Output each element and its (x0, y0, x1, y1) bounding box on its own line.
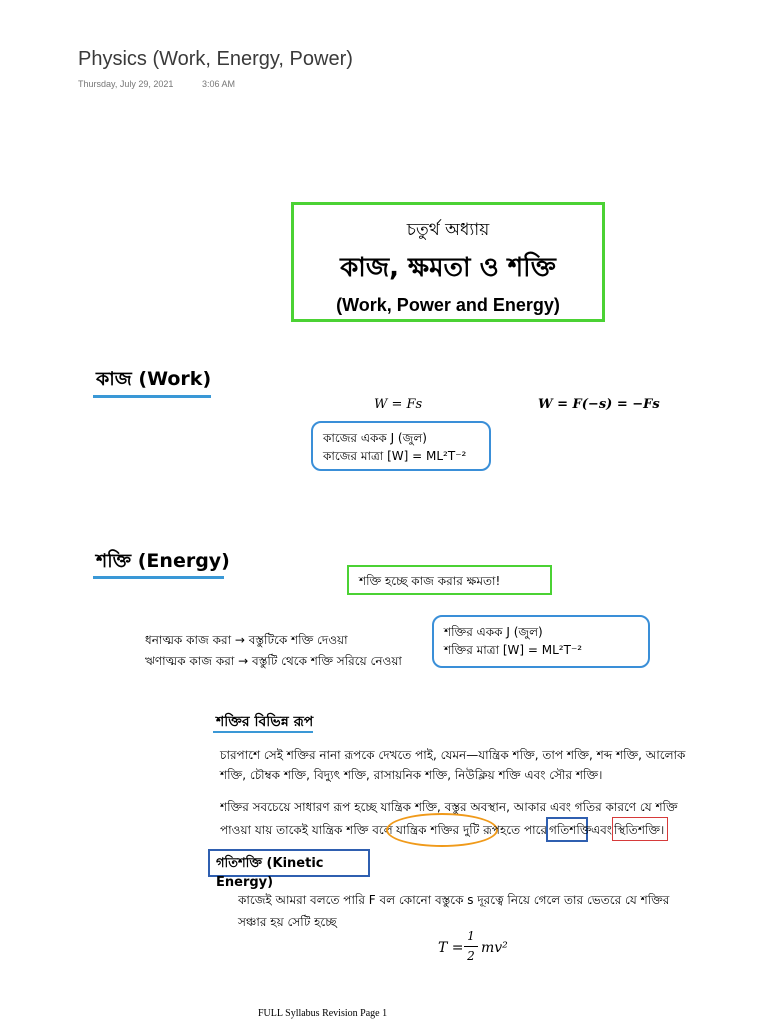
energy-definition-box (347, 565, 552, 595)
forms-heading: শক্তির বিভিন্ন রূপ (216, 714, 314, 730)
ke-formula-lhs: T = (438, 940, 464, 956)
work-formula-1: W = Fs (374, 397, 423, 412)
forms-paragraph-2-line-1: শক্তির সবচেয়ে সাধারণ রূপ হচ্ছে যান্ত্রিক শক্তি, বস্তুর অবস্থান, আকার এবং গতির কারণে যে শক্তি (220, 800, 678, 814)
kinetic-energy-heading-box (208, 849, 370, 890)
page-footer: FULL Syllabus Revision Page 1 (258, 1008, 388, 1019)
and-word: এবং (591, 823, 612, 837)
page-title: Physics (Work, Energy, Power) (78, 48, 353, 70)
forms-paragraph-2-line-2-a: পাওয়া যায় তাকেই যান্ত্রিক শক্তি বলে (220, 823, 393, 837)
work-unit-box (311, 421, 491, 471)
energy-dim-line: শক্তির মাত্রা [W] = ML²T⁻² (444, 643, 583, 657)
kinetic-word: গতিশক্তি (549, 823, 592, 837)
chapter-title-bn: কাজ, ক্ষমতা ও শক্তি (340, 253, 556, 283)
ke-formula-denominator: 2 (467, 949, 475, 963)
energy-heading: শক্তি (Energy) (96, 550, 230, 572)
ke-formula-fraction-bar (464, 946, 478, 947)
work-unit-line: কাজের একক J (জুল) (323, 431, 427, 445)
page-time: 3:06 AM (202, 79, 236, 89)
forms-paragraph-1: চারপাশে সেই শক্তির নানা রূপকে দেখতে পাই, যেমন—যান্ত্রিক শক্তি, তাপ শক্তি, শব্দ শক্তি, আলোক শক্তি, চৌম্বক শক্তি, বিদ্যুৎ শক্তি, রাসায়নিক শক্তি, নিউক্লিয় শক্তি এবং সৌর শক্তি। (220, 748, 686, 782)
work-formula-2: W = F(−s) = −Fs (538, 397, 660, 412)
negative-work-line: ঋণাত্মক কাজ করা → বস্তুটি থেকে শক্তি সরিয়ে নেওয়া (145, 654, 402, 668)
kinetic-line-2: সঞ্চার হয় সেটি হচ্ছে (238, 915, 337, 929)
forms-oval-text: যান্ত্রিক শক্তির দুটি রূপ (396, 823, 500, 837)
kinetic-line-1: কাজেই আমরা বলতে পারি F বল কোনো বস্তুকে s দূরত্বে নিয়ে গেলে তার ভেতরে যে শক্তির (238, 893, 670, 907)
energy-heading-underline (93, 576, 224, 579)
page-date: Thursday, July 29, 2021 (78, 79, 174, 89)
energy-definition: শক্তি হচ্ছে কাজ করার ক্ষমতা! (359, 574, 501, 588)
chapter-title-en: (Work, Power and Energy) (336, 295, 560, 315)
work-heading: কাজ (Work) (96, 368, 212, 390)
kinetic-energy-heading: গতিশক্তি (Kinetic Energy) (216, 856, 324, 890)
chapter-box (291, 202, 605, 322)
energy-unit-line: শক্তির একক J (জুল) (444, 625, 543, 639)
forms-heading-underline (213, 731, 313, 733)
positive-work-line: ধনাত্মক কাজ করা → বস্তুটিকে শক্তি দেওয়া (145, 633, 348, 647)
ke-formula-numerator: 1 (467, 929, 475, 943)
work-heading-underline (93, 395, 211, 398)
chapter-number: চতুর্থ অধ্যায় (406, 220, 490, 240)
ke-formula-rhs: mv² (481, 940, 508, 956)
work-dim-line: কাজের মাত্রা [W] = ML²T⁻² (323, 449, 467, 463)
potential-word: স্থিতিশক্তি। (614, 823, 665, 837)
energy-unit-box (432, 615, 650, 668)
forms-paragraph-2-line-2-b: হতে পারে (500, 823, 547, 837)
